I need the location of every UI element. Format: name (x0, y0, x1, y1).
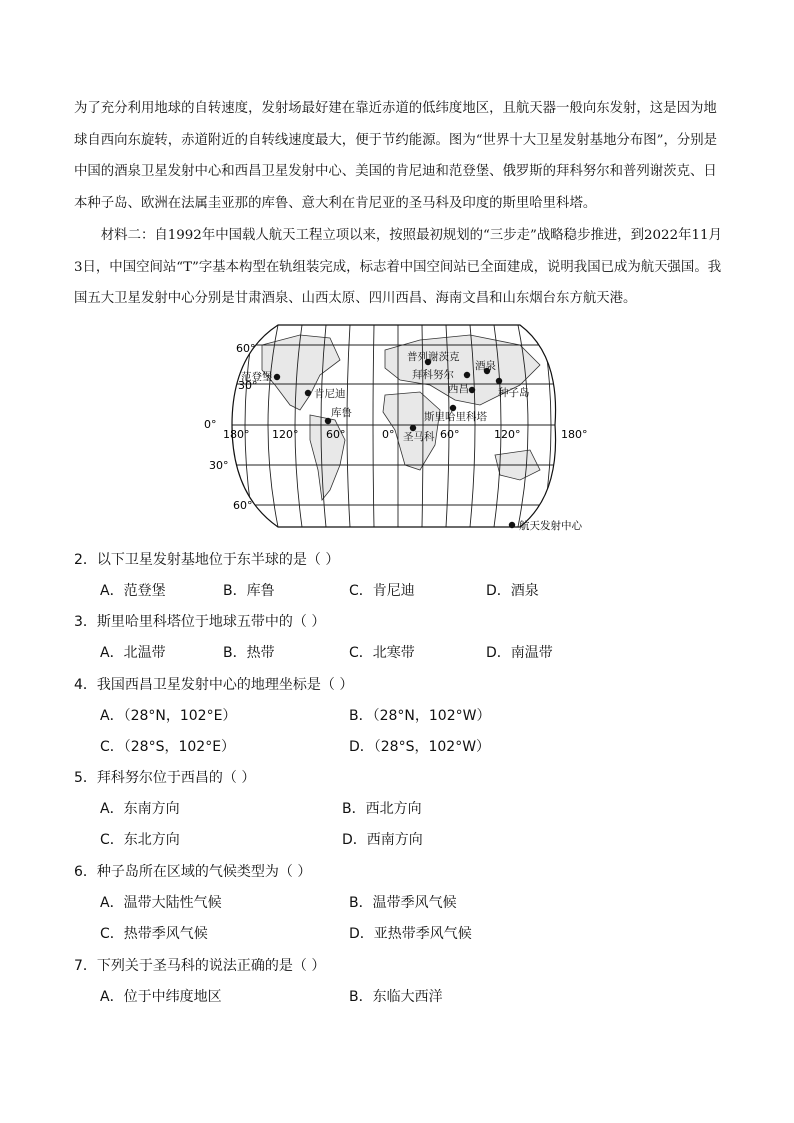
question-3-option-b[interactable]: B．热带 (223, 645, 275, 661)
question-4-option-c[interactable]: C．（28°S，102°E） (100, 739, 236, 755)
question-5-option-b[interactable]: B．西北方向 (342, 801, 422, 817)
question-4-option-b[interactable]: B．（28°N，102°W） (349, 708, 491, 724)
site-label-san-marco: 圣马科 (403, 431, 435, 443)
site-dot-tanegashima (496, 378, 502, 384)
site-label-xichang: 西昌 (448, 383, 469, 395)
question-2-stem: 2．以下卫星发射基地位于东半球的是（ ） (74, 552, 340, 568)
question-6-option-b[interactable]: B．温带季风气候 (349, 895, 457, 911)
site-dot-kennedy (305, 390, 311, 396)
question-2-option-c[interactable]: C．肯尼迪 (349, 583, 415, 599)
lat-label-0: 0° (204, 418, 217, 431)
question-6-stem: 6．种子岛所在区域的气候类型为（ ） (74, 864, 312, 880)
question-3-option-c[interactable]: C．北寒带 (349, 645, 415, 661)
legend-label: 航天发射中心 (519, 520, 582, 532)
question-5-option-d[interactable]: D．西南方向 (342, 832, 423, 848)
site-dot-xichang (469, 387, 475, 393)
question-4-option-a[interactable]: A．（28°N，102°E） (100, 708, 237, 724)
lon-label-0: 0° (382, 428, 395, 441)
lat-label-30s: 30° (209, 459, 229, 472)
lon-label-180e: 180° (561, 428, 588, 441)
question-5-option-c[interactable]: C．东北方向 (100, 832, 180, 848)
question-7-option-a[interactable]: A．位于中纬度地区 (100, 989, 222, 1005)
question-5-option-a[interactable]: A．东南方向 (100, 801, 180, 817)
question-3-stem: 3．斯里哈里科塔位于地球五带中的（ ） (74, 614, 326, 630)
site-dot-vandenberg (274, 374, 280, 380)
site-label-jiuquan: 酒泉 (475, 360, 496, 372)
site-label-kourou: 库鲁 (331, 407, 352, 419)
lat-label-30n: 30° (238, 379, 258, 392)
lon-label-180w: 180° (223, 428, 250, 441)
question-4-stem: 4．我国西昌卫星发射中心的地理坐标是（ ） (74, 677, 354, 693)
question-5-stem: 5．拜科努尔位于西昌的（ ） (74, 770, 256, 786)
question-7-option-b[interactable]: B．东临大西洋 (349, 989, 443, 1005)
lon-label-60w: 60° (326, 428, 346, 441)
question-2-option-d[interactable]: D．酒泉 (486, 583, 539, 599)
question-4-option-d[interactable]: D．（28°S，102°W） (349, 739, 491, 755)
question-3-option-a[interactable]: A．北温带 (100, 645, 166, 661)
question-6-option-a[interactable]: A．温带大陆性气候 (100, 895, 222, 911)
question-3-option-d[interactable]: D．南温带 (486, 645, 553, 661)
question-2-option-b[interactable]: B．库鲁 (223, 583, 275, 599)
site-label-tanegashima: 种子岛 (498, 387, 530, 399)
lon-label-120w: 120° (272, 428, 299, 441)
site-label-baikonur: 拜科努尔 (412, 369, 454, 381)
question-2-option-a[interactable]: A．范登堡 (100, 583, 166, 599)
lat-label-60n: 60° (236, 342, 256, 355)
lat-label-60s: 60° (233, 499, 253, 512)
site-label-sriharikota: 斯里哈里科塔 (424, 411, 487, 423)
question-6-option-d[interactable]: D．亚热带季风气候 (349, 926, 472, 942)
site-label-kennedy: 肯尼迪 (314, 388, 346, 400)
site-dot-baikonur (464, 372, 470, 378)
material-one-paragraph: 为了充分利用地球的自转速度，发射场最好建在靠近赤道的低纬度地区，且航天器一般向东发射，这是因为地球自西向东旋转，赤道附近的自转线速度最大，便于节约能源。图为“世界十大卫星发射基地分布图”，分别是中国的酒泉卫星发射中心和西昌卫星发射中心、美国的肯尼迪和范登堡、俄罗斯的拜科努尔和普列谢茨克、日本种子岛、欧洲在法属圭亚那的库鲁、意大利在肯尼亚的圣马科及印度的斯里哈里科塔。 (74, 101, 718, 211)
question-7-stem: 7．下列关于圣马科的说法正确的是（ ） (74, 958, 326, 974)
lon-label-120e: 120° (494, 428, 521, 441)
site-label-vandenberg: 范登堡 (241, 371, 273, 383)
site-label-plesetsk: 普列谢茨克 (407, 351, 460, 363)
lon-label-60e: 60° (440, 428, 460, 441)
material-two-paragraph: 材料二：自1992年中国载人航天工程立项以来，按照最初规划的“三步走”战略稳步推进，到2022年11月3日，中国空间站“T”字基本构型在轨组装完成，标志着中国空间站已全面建成，说明我国已成为航天强国。我国五大卫星发射中心分别是甘肃酒泉、山西太原、四川西昌、海南文昌和山东烟台东方航天港。 (74, 228, 722, 306)
question-6-option-c[interactable]: C．热带季风气候 (100, 926, 208, 942)
legend-dot (509, 522, 515, 528)
